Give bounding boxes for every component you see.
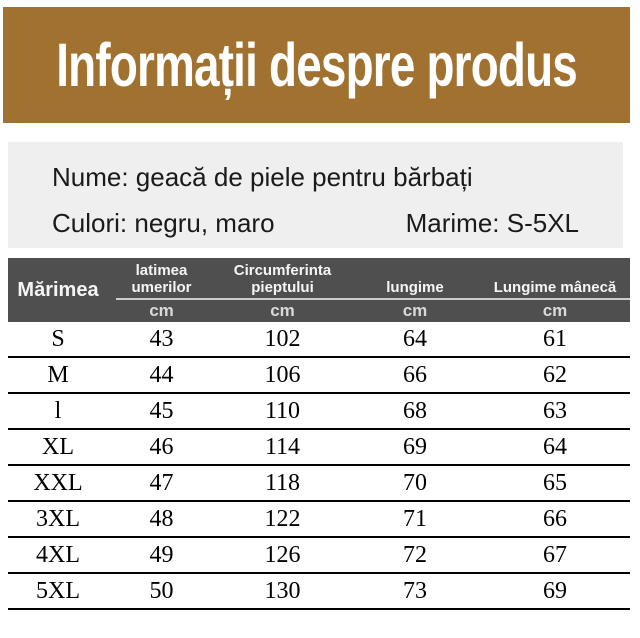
- column-header-length: lungime: [386, 279, 444, 296]
- size-chart-header: [8, 258, 630, 322]
- size-value: XL: [42, 434, 74, 460]
- sleeve-length-value: 64: [543, 434, 567, 460]
- size-value: l: [54, 398, 62, 424]
- sleeve-length-value: 65: [543, 470, 567, 496]
- size-value: 5XL: [36, 578, 80, 604]
- chest-circumference-value: 122: [264, 506, 301, 532]
- chest-circumference-value: 106: [264, 362, 301, 388]
- sleeve-length-value: 69: [543, 578, 567, 604]
- measurement-labels-row: [108, 258, 630, 298]
- table-row: [8, 322, 630, 358]
- product-attributes-line: [52, 200, 579, 246]
- table-row: [8, 358, 630, 394]
- table-row: [8, 394, 630, 430]
- sleeve-length-value: 67: [543, 542, 567, 568]
- product-size-range: Marime: S-5XL: [405, 208, 579, 238]
- length-value: 72: [403, 542, 427, 568]
- column-header-size: Mărimea: [17, 278, 99, 301]
- chest-circumference-value: 118: [264, 470, 301, 496]
- product-info-page: [0, 7, 640, 610]
- size-value: M: [47, 362, 69, 388]
- unit-shoulder-width: cm: [149, 301, 174, 320]
- unit-length: cm: [402, 301, 428, 320]
- length-value: 71: [403, 506, 427, 532]
- shoulder-width-value: 50: [149, 578, 174, 604]
- unit-chest-circumference: cm: [270, 301, 295, 320]
- table-row: [8, 466, 630, 502]
- size-value: XXL: [33, 470, 83, 496]
- table-row: [8, 430, 630, 466]
- chest-circumference-value: 102: [264, 326, 301, 352]
- length-value: 70: [403, 470, 427, 496]
- page-title: Informații despre produs: [56, 30, 577, 100]
- length-value: 69: [403, 434, 427, 460]
- shoulder-width-value: 43: [149, 326, 174, 352]
- column-header-shoulder-width: latimea umerilor: [131, 262, 192, 296]
- length-value: 66: [403, 362, 427, 388]
- units-row: [108, 300, 630, 322]
- size-value: S: [51, 326, 65, 352]
- banner: [3, 7, 630, 123]
- column-header-chest-circumference: Circumferinta pieptului: [233, 262, 332, 296]
- chest-circumference-value: 110: [264, 398, 301, 424]
- size-value: 3XL: [36, 506, 80, 532]
- shoulder-width-value: 49: [149, 542, 174, 568]
- shoulder-width-value: 48: [149, 506, 174, 532]
- table-row: [8, 502, 630, 538]
- length-value: 64: [403, 326, 427, 352]
- product-name-line: Nume: geacă de piele pentru bărbați: [52, 162, 473, 192]
- measurement-columns-header: [108, 258, 630, 322]
- size-value: 4XL: [36, 542, 80, 568]
- length-value: 73: [403, 578, 427, 604]
- size-chart: [8, 258, 630, 610]
- shoulder-width-value: 47: [149, 470, 174, 496]
- sleeve-length-value: 63: [543, 398, 567, 424]
- table-row: [8, 538, 630, 574]
- shoulder-width-value: 46: [149, 434, 174, 460]
- unit-sleeve-length: cm: [542, 301, 568, 320]
- length-value: 68: [403, 398, 427, 424]
- shoulder-width-value: 44: [149, 362, 174, 388]
- shoulder-width-value: 45: [149, 398, 174, 424]
- sleeve-length-value: 66: [543, 506, 567, 532]
- sleeve-length-value: 62: [543, 362, 567, 388]
- sleeve-length-value: 61: [543, 326, 567, 352]
- table-row: [8, 574, 630, 610]
- product-summary-panel: [8, 142, 623, 248]
- chest-circumference-value: 126: [264, 542, 301, 568]
- product-colors: Culori: negru, maro: [52, 208, 275, 238]
- chest-circumference-value: 114: [264, 434, 301, 460]
- size-chart-body: [8, 322, 630, 610]
- chest-circumference-value: 130: [264, 578, 301, 604]
- column-header-sleeve-length: Lungime mânecă: [493, 279, 617, 296]
